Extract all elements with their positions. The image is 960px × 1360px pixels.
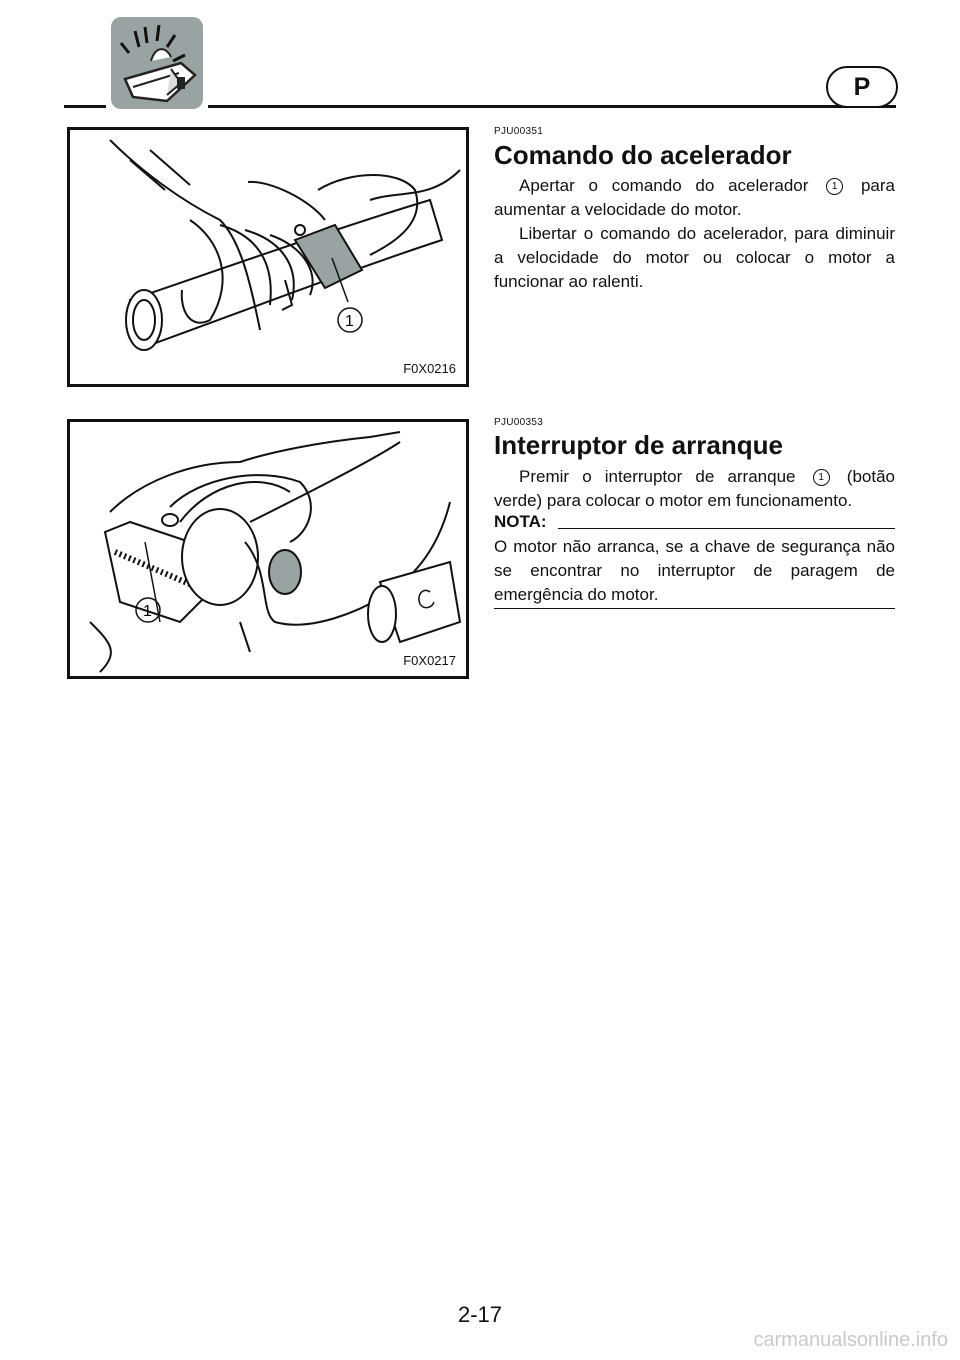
- paragraph: Libertar o comando do acelerador, para diminuir a velocidade do motor ou colocar o motor a funcionar ao ralenti.: [494, 224, 895, 291]
- note-header: [494, 512, 895, 534]
- watermark: carmanualsonline.info: [753, 1329, 948, 1351]
- figure-callout: 1: [143, 603, 152, 620]
- starter-illustration: [70, 422, 466, 676]
- paragraph-text: (botão verde) para colocar o motor em funcionamento.: [494, 467, 895, 510]
- section-code: PJU00353: [494, 417, 544, 428]
- throttle-figure: [67, 127, 469, 387]
- paragraph: [494, 465, 895, 513]
- throttle-illustration: [70, 130, 466, 384]
- jet-ski-icon: [111, 17, 203, 109]
- header-rule-right: [208, 105, 896, 108]
- page-number: 2-17: [457, 1302, 503, 1327]
- header-rule-left: [64, 105, 106, 108]
- figure-code: F0X0216: [403, 361, 456, 376]
- note-rule: [558, 528, 895, 529]
- paragraph-text: para aumentar a velocidade do motor.: [494, 176, 895, 219]
- figure-code: F0X0217: [403, 653, 456, 668]
- note-label: NOTA:: [494, 512, 547, 531]
- language-badge: P: [826, 66, 898, 108]
- note-end-rule: [494, 608, 895, 609]
- figure-callout: 1: [345, 313, 354, 330]
- section-title: Interruptor de arranque: [494, 430, 783, 460]
- paragraph-text: Apertar o comando do acelerador: [519, 176, 809, 195]
- starter-figure: [67, 419, 469, 679]
- section-title: Comando do acelerador: [494, 140, 792, 170]
- paragraph-text: Premir o interruptor de arranque: [519, 467, 796, 486]
- section-code: PJU00351: [494, 126, 544, 137]
- paragraph: [494, 174, 895, 222]
- reference-number: 1: [813, 469, 830, 486]
- note-text: O motor não arranca, se a chave de segurança não se encontrar no interruptor de paragem de emergência do motor.: [494, 537, 895, 604]
- reference-number: 1: [826, 178, 843, 195]
